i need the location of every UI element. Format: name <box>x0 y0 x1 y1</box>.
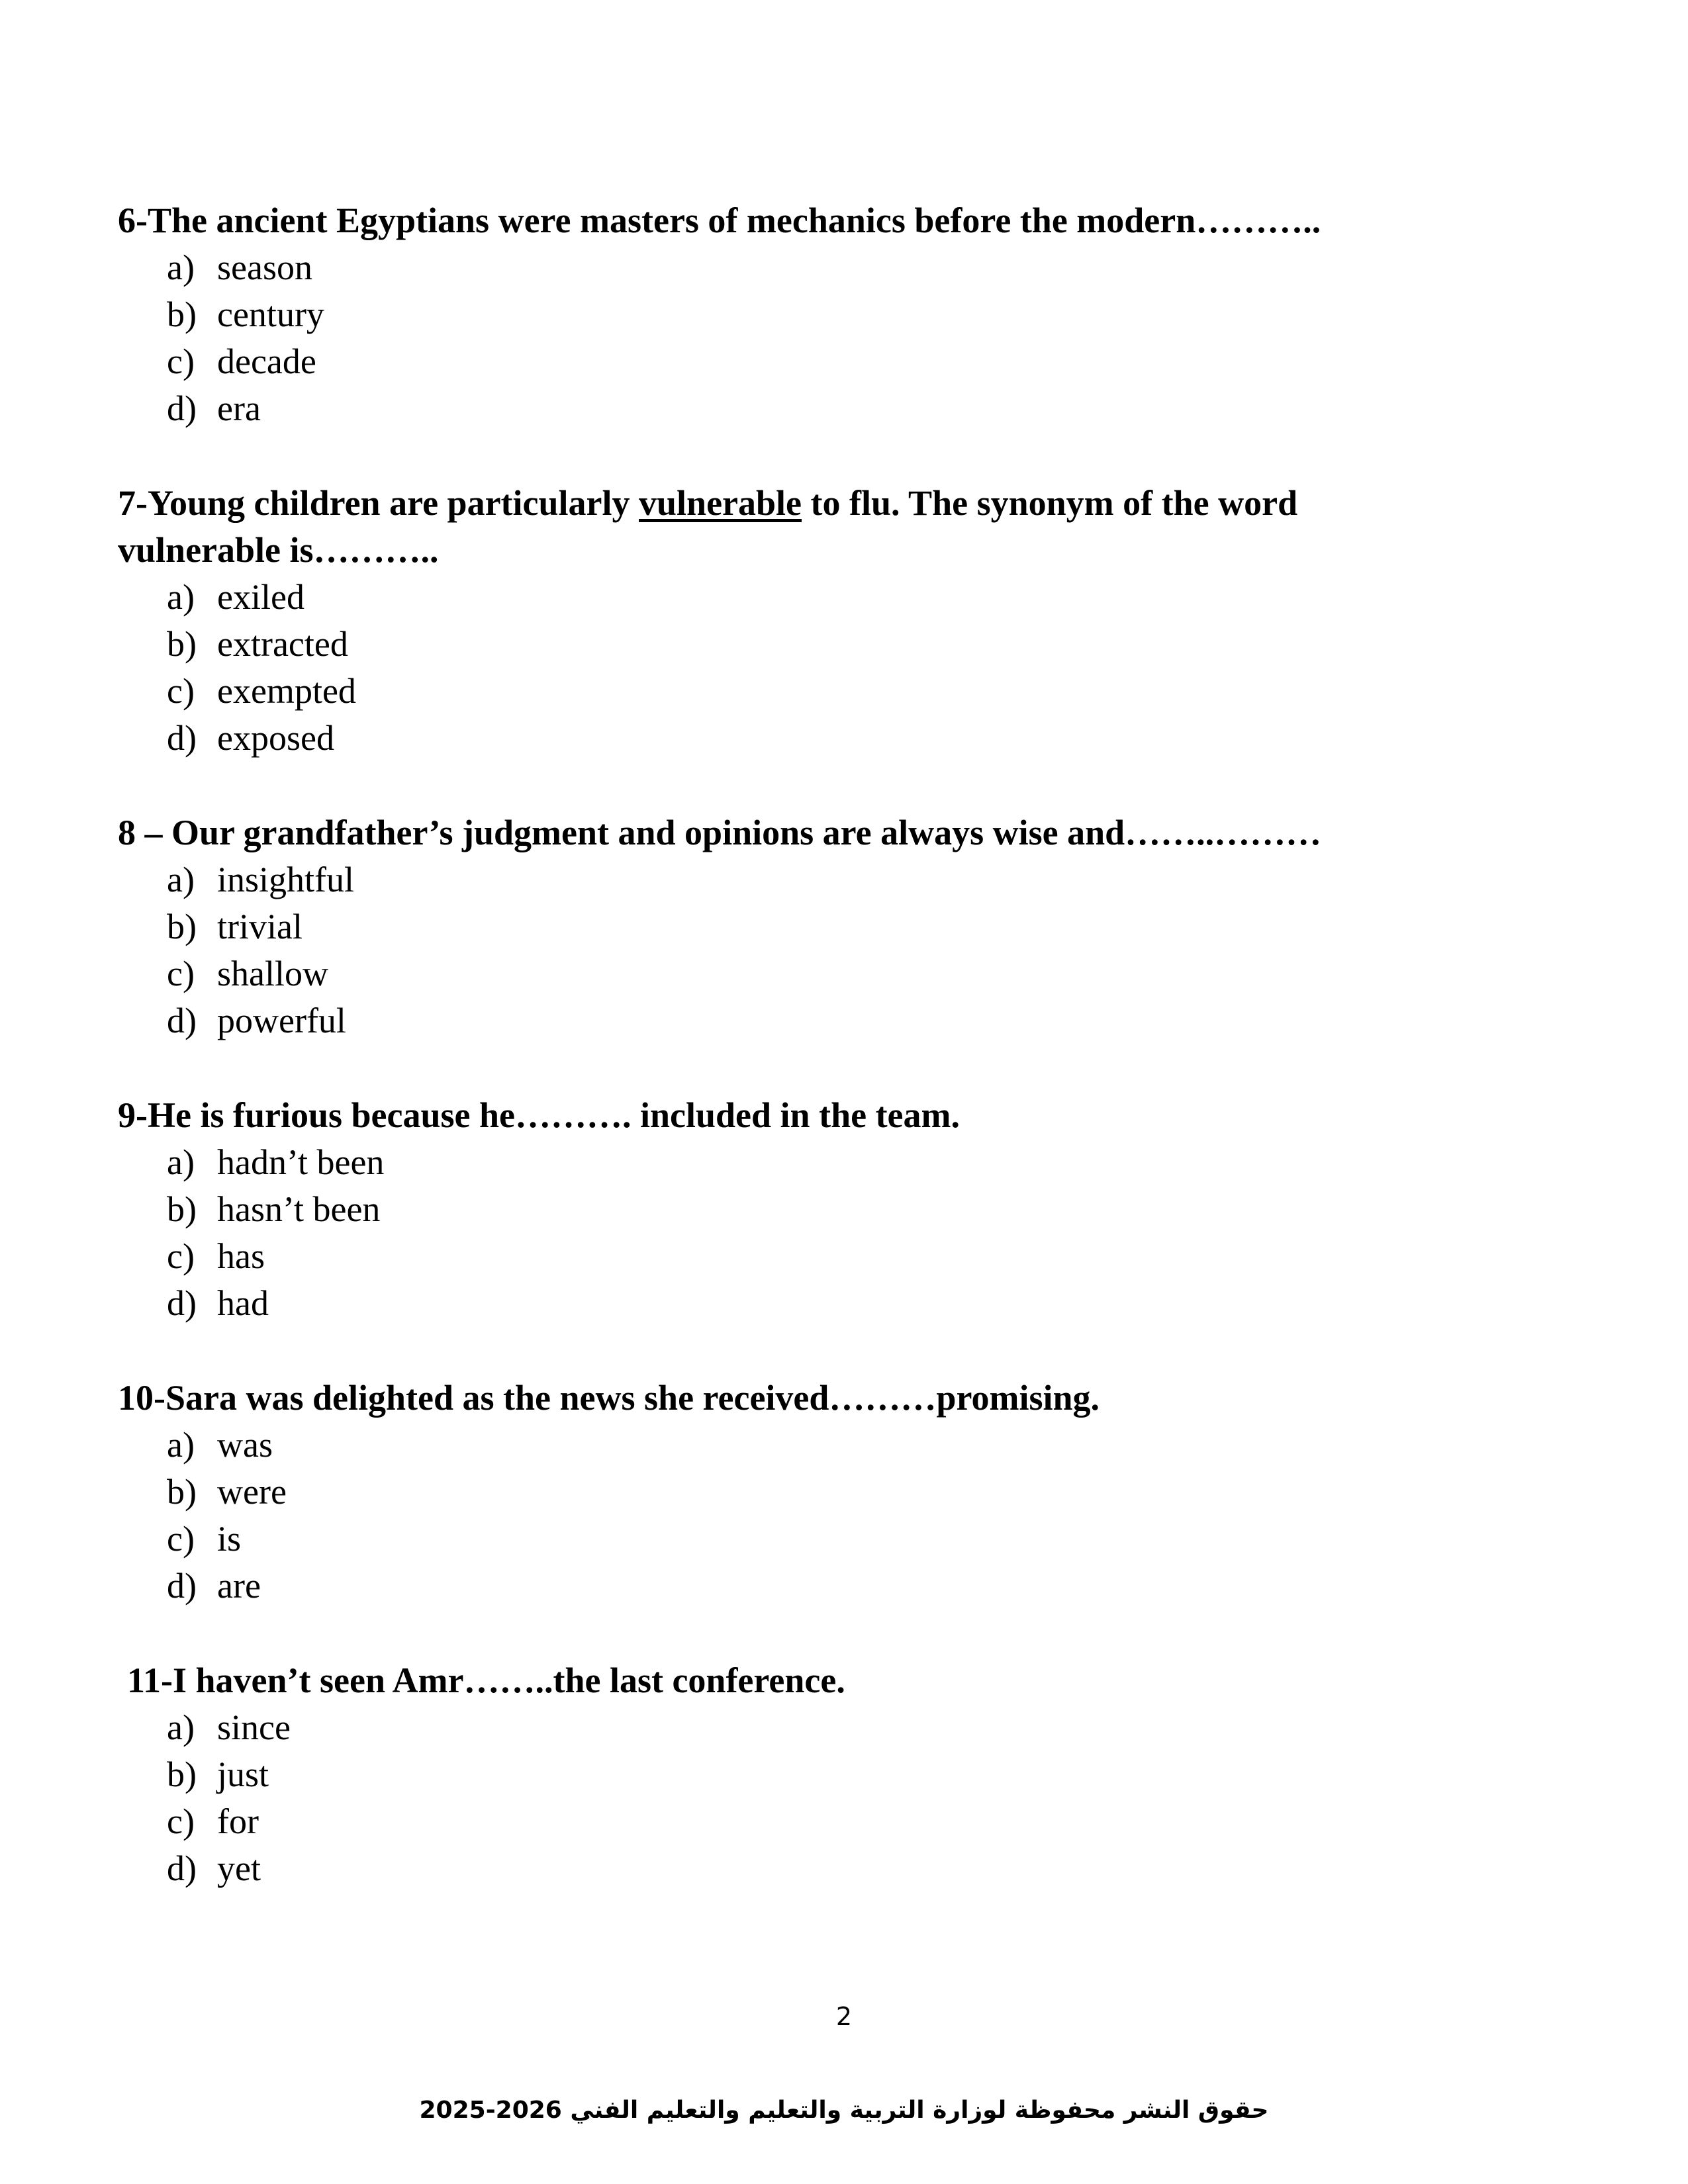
option-text: had <box>217 1283 269 1323</box>
option-letter: b) <box>167 295 197 334</box>
option-letter: d) <box>167 1283 197 1323</box>
option-d[interactable] <box>167 1563 287 1610</box>
option-letter: a) <box>167 577 195 617</box>
question-9-stem: 9-He is furious because he………. included in the team. <box>118 1095 961 1135</box>
option-text: is <box>217 1519 242 1559</box>
option-a[interactable] <box>167 244 324 291</box>
option-text: season <box>217 248 312 287</box>
option-text: are <box>217 1566 261 1606</box>
option-c[interactable] <box>167 1516 287 1563</box>
question-6-options <box>167 244 324 432</box>
option-d[interactable] <box>167 385 324 432</box>
question-11-options <box>167 1704 291 1892</box>
question-11-stem: 11-I haven’t seen Amr……..the last conference. <box>127 1661 845 1700</box>
option-letter: d) <box>167 718 197 758</box>
option-letter: a) <box>167 1707 195 1747</box>
option-text: yet <box>217 1848 261 1888</box>
option-letter: a) <box>167 248 195 287</box>
option-letter: d) <box>167 1566 197 1606</box>
option-text: powerful <box>217 1001 346 1040</box>
option-letter: b) <box>167 907 197 946</box>
option-letter: a) <box>167 860 195 899</box>
option-text: were <box>217 1472 287 1512</box>
question-7-options <box>167 574 356 762</box>
option-letter: c) <box>167 1519 195 1559</box>
option-b[interactable] <box>167 621 356 668</box>
option-text: extracted <box>217 624 348 664</box>
copyright-notice: حقوق النشر محفوظة لوزارة التربية والتعليم والتعليم الفني 2026-2025 <box>419 2097 1269 2124</box>
option-b[interactable] <box>167 903 354 950</box>
option-a[interactable] <box>167 1422 287 1469</box>
option-b[interactable] <box>167 291 324 338</box>
option-d[interactable] <box>167 715 356 762</box>
option-a[interactable] <box>167 856 354 903</box>
option-a[interactable] <box>167 574 356 621</box>
question-7-stem <box>118 480 1442 574</box>
option-text: decade <box>217 341 316 381</box>
option-text: has <box>217 1236 265 1276</box>
option-c[interactable] <box>167 668 356 715</box>
option-letter: b) <box>167 624 197 664</box>
option-text: era <box>217 388 261 428</box>
option-text: hadn’t been <box>217 1142 385 1182</box>
underlined-word: vulnerable <box>639 483 802 523</box>
option-text: exempted <box>217 671 356 711</box>
option-c[interactable] <box>167 1798 291 1845</box>
option-letter: a) <box>167 1142 195 1182</box>
option-text: exposed <box>217 718 334 758</box>
option-text: shallow <box>217 954 328 993</box>
option-d[interactable] <box>167 1845 291 1892</box>
option-d[interactable] <box>167 1280 384 1327</box>
option-letter: c) <box>167 671 195 711</box>
option-letter: c) <box>167 1801 195 1841</box>
question-10-options <box>167 1422 287 1610</box>
option-d[interactable] <box>167 997 354 1044</box>
stem-text: to flu. The synonym of the word vulnerable is……….. <box>118 483 1298 570</box>
option-letter: b) <box>167 1472 197 1512</box>
question-10-stem: 10-Sara was delighted as the news she received………promising. <box>118 1378 1100 1418</box>
option-letter: c) <box>167 341 195 381</box>
option-c[interactable] <box>167 338 324 385</box>
option-text: insightful <box>217 860 355 899</box>
page-number: 2 <box>835 2002 853 2031</box>
option-b[interactable] <box>167 1186 384 1233</box>
option-text: trivial <box>217 907 303 946</box>
option-letter: c) <box>167 1236 195 1276</box>
question-8-options <box>167 856 354 1044</box>
stem-text: 7-Young children are particularly <box>118 483 639 523</box>
option-text: was <box>217 1425 273 1465</box>
option-text: hasn’t been <box>217 1189 381 1229</box>
option-letter: d) <box>167 1848 197 1888</box>
option-text: since <box>217 1707 291 1747</box>
option-text: for <box>217 1801 259 1841</box>
option-a[interactable] <box>167 1704 291 1751</box>
option-letter: b) <box>167 1754 197 1794</box>
option-b[interactable] <box>167 1751 291 1798</box>
option-c[interactable] <box>167 1233 384 1280</box>
option-letter: a) <box>167 1425 195 1465</box>
option-a[interactable] <box>167 1139 384 1186</box>
option-letter: b) <box>167 1189 197 1229</box>
option-letter: c) <box>167 954 195 993</box>
option-letter: d) <box>167 388 197 428</box>
question-9-options <box>167 1139 384 1327</box>
question-6-stem: 6-The ancient Egyptians were masters of mechanics before the modern……….. <box>118 201 1321 240</box>
option-b[interactable] <box>167 1469 287 1516</box>
question-8-stem: 8 – Our grandfather’s judgment and opinions are always wise and……..……… <box>118 813 1322 852</box>
option-text: century <box>217 295 324 334</box>
option-letter: d) <box>167 1001 197 1040</box>
option-c[interactable] <box>167 950 354 997</box>
option-text: exiled <box>217 577 305 617</box>
option-text: just <box>217 1754 269 1794</box>
